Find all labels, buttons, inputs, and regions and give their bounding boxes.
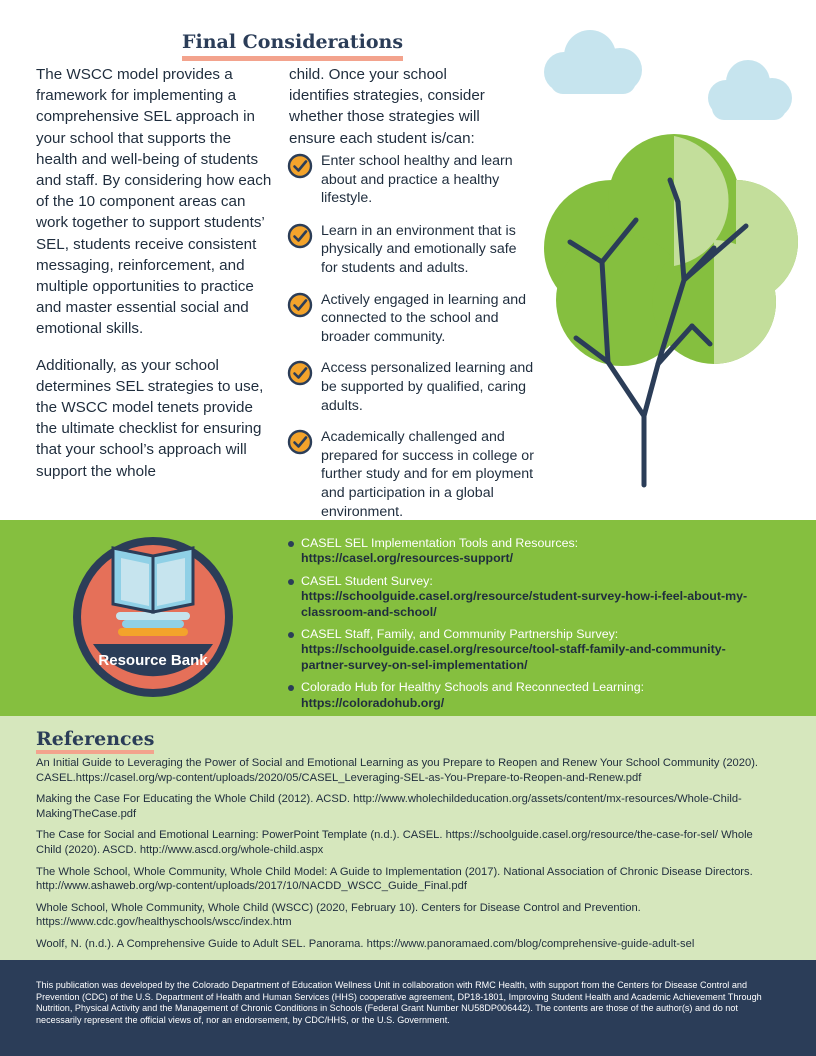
checklist-text: Academically challenged and prepared for success in college or further study and for em ployment and participation in a global environment. bbox=[321, 429, 534, 520]
reference-item: Whole School, Whole Community, Whole Child (WSCC) (2020, February 10). Centers for Disease Control and Prevention. https://www.cdc.gov/healthyschools/wscc/index.htm bbox=[36, 901, 641, 929]
reference-item: Woolf, N. (n.d.). A Comprehensive Guide to Adult SEL. Panorama. https://www.panoramaed.com/blog/comprehensive-guide-adult-sel bbox=[36, 937, 695, 950]
footer-disclaimer: This publication was developed by the Colorado Department of Education Wellness Unit in collaboration with RMC Health, with support from the Centers for Disease Control and Prevention (CDC) of the U.S. Department of Health and Human Services (HHS) cooperative agreement, DP18-1801, Improving Student Health and Academic Achievement Through Nutrition, Physical Activity and the Management of Chronic Conditions in Schools (Federal Grant Number NU58DP006442). The contents are those of the author(s) and do not necessarily represent the official views of, nor an endorsement, by CDC/HHS, or the U.S. Government. bbox=[36, 980, 762, 1025]
checklist-text: Access personalized learning and be supported by qualified, caring adults. bbox=[321, 360, 534, 414]
checklist bbox=[287, 152, 537, 529]
checkmark-circle-icon bbox=[287, 223, 313, 249]
reference-item: The Case for Social and Emotional Learning: PowerPoint Template (n.d.). CASEL. https://schoolguide.casel.org/resource/the-case-for-sel/ Whole Child (2020). ASCD. http://www.ascd.org/whole-child.aspx bbox=[36, 829, 753, 856]
checklist-item bbox=[287, 359, 537, 415]
checkmark-circle-icon bbox=[287, 153, 313, 179]
checklist-item bbox=[287, 291, 537, 347]
references-list bbox=[36, 756, 781, 959]
intro-paragraph-2: Additionally, as your school determines SEL strategies to use, the WSCC model tenets provide the ultimate checklist for ensuring that your school’s approach will support the whole bbox=[36, 356, 264, 480]
references-title: References bbox=[36, 728, 154, 754]
intro-text bbox=[36, 64, 274, 497]
checkmark-circle-icon bbox=[287, 292, 313, 318]
checklist-text: Learn in an environment that is physically and emotionally safe for students and adults. bbox=[321, 222, 517, 276]
cloud-icon bbox=[540, 28, 646, 94]
resource-link[interactable]: https://casel.org/resources-support/ bbox=[301, 551, 514, 566]
intro-paragraph-2-continued: child. Once your school identifies strategies, consider whether those strategies will ensure each student is/can: bbox=[289, 66, 485, 147]
resource-item bbox=[288, 680, 768, 711]
reference-item: Making the Case For Educating the Whole Child (2012). ACSD. http://www.wholechildeducation.org/assets/content/mx-resources/Whole-Child-MakingTheCase.pdf bbox=[36, 793, 742, 820]
cloud-icon bbox=[704, 58, 794, 122]
page-title: Final Considerations bbox=[182, 30, 403, 61]
reference-item: The Whole School, Whole Community, Whole Child Model: A Guide to Implementation (2017). National Association of Chronic Disease Directors. http://www.ashaweb.org/wp-content/uploads/2017/10/NACDD_WSCC_Guide_Final.pdf bbox=[36, 865, 753, 893]
checkmark-circle-icon bbox=[287, 360, 313, 386]
resource-link[interactable]: https://schoolguide.casel.org/resource/student-survey-how-i-feel-about-my-classroom-and-school/ bbox=[301, 589, 748, 619]
resource-title: CASEL SEL Implementation Tools and Resources: bbox=[301, 536, 579, 550]
tree-illustration-icon bbox=[536, 130, 800, 500]
resource-title: CASEL Staff, Family, and Community Partnership Survey: bbox=[301, 627, 619, 642]
resource-item bbox=[288, 574, 768, 620]
resource-title: CASEL Student Survey: bbox=[301, 573, 433, 588]
open-book-on-stack-icon bbox=[70, 534, 236, 700]
checklist-item bbox=[287, 152, 537, 208]
reference-item: An Initial Guide to Leveraging the Power of Social and Emotional Learning as you Prepare to Reopen and Renew Your School Community (2020). CASEL.https://casel.org/wp-content/uploads/2020/05/CASEL_Leveraging-SEL-as-You-Prepare-to-Reopen-and-Renew.pdf bbox=[36, 757, 759, 784]
resource-item bbox=[288, 536, 768, 567]
resource-link[interactable]: https://schoolguide.casel.org/resource/tool-staff-family-and-community-partner-survey-on-sel-implementation/ bbox=[301, 642, 726, 672]
checklist-text: Enter school healthy and learn about and practice a healthy lifestyle. bbox=[321, 153, 513, 207]
checklist-text: Actively engaged in learning and connected to the school and broader community. bbox=[321, 291, 527, 345]
resource-list bbox=[288, 536, 768, 718]
checklist-item bbox=[287, 222, 537, 278]
resource-bank-label: Resource Bank bbox=[98, 652, 208, 669]
checklist-item bbox=[287, 428, 537, 521]
checkmark-circle-icon bbox=[287, 429, 313, 455]
resource-link[interactable]: https://coloradohub.org/ bbox=[301, 695, 445, 710]
intro-paragraph-1: The WSCC model provides a framework for implementing a comprehensive SEL approach in your school that supports the health and well-being of students and staff. By considering how each of the 10 component areas can work together to support students’ SEL, students receive consistent messaging, reinforcement, and multiple opportunities to practice and master essential social and emotional skills. bbox=[36, 66, 272, 338]
resource-item bbox=[288, 627, 768, 673]
resource-title: Colorado Hub for Healthy Schools and Reconnected Learning: bbox=[301, 680, 645, 695]
